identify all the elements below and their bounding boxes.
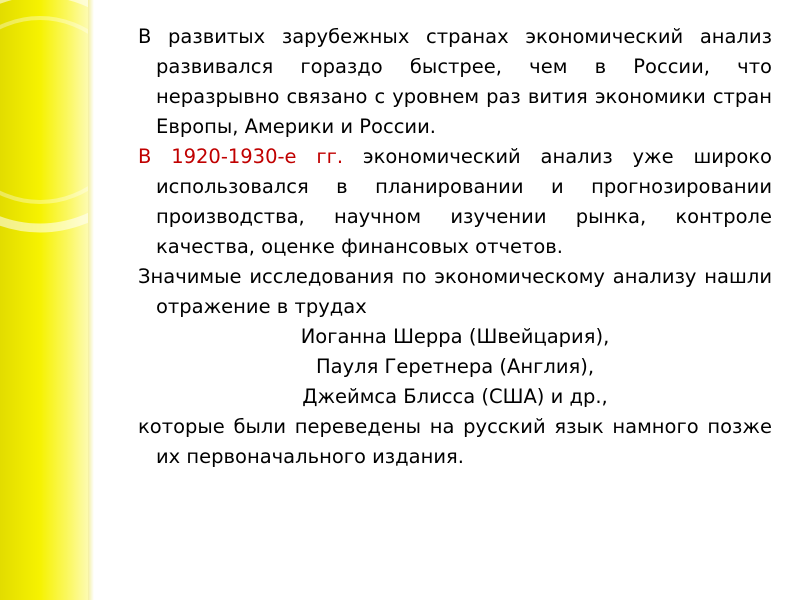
band-edge: [88, 0, 94, 600]
slide-body: [138, 22, 772, 472]
paragraph-3: Значимые исследования по экономическому анализу нашли отражение в трудах: [138, 265, 772, 318]
period-highlight: В 1920-1930-е гг.: [138, 145, 344, 168]
paragraph-4: которые были переведены на русский язык намного позже их первоначального издания.: [138, 415, 772, 468]
author-name-3: Джеймса Блисса (США) и др.,: [302, 385, 608, 408]
decorative-band: [0, 0, 88, 600]
paragraph-1: В развитых зарубежных странах экономический анализ развивался гораздо быстрее, чем в России, что неразрывно связано с уровнем раз вития экономики стран Европы, Америки и России.: [138, 25, 772, 138]
paragraph-2: [138, 142, 772, 262]
paragraph-2-text: экономический анализ уже широко использовался в планировании и прогнозировании производства, научном изучении рынка, контроле качества, оценке финансовых отчетов.: [156, 145, 772, 258]
decorative-rings: [0, 0, 88, 280]
author-name-2: Пауля Геретнера (Англия),: [315, 355, 595, 378]
author-name-1: Иоганна Шерра (Швейцария),: [300, 325, 610, 348]
